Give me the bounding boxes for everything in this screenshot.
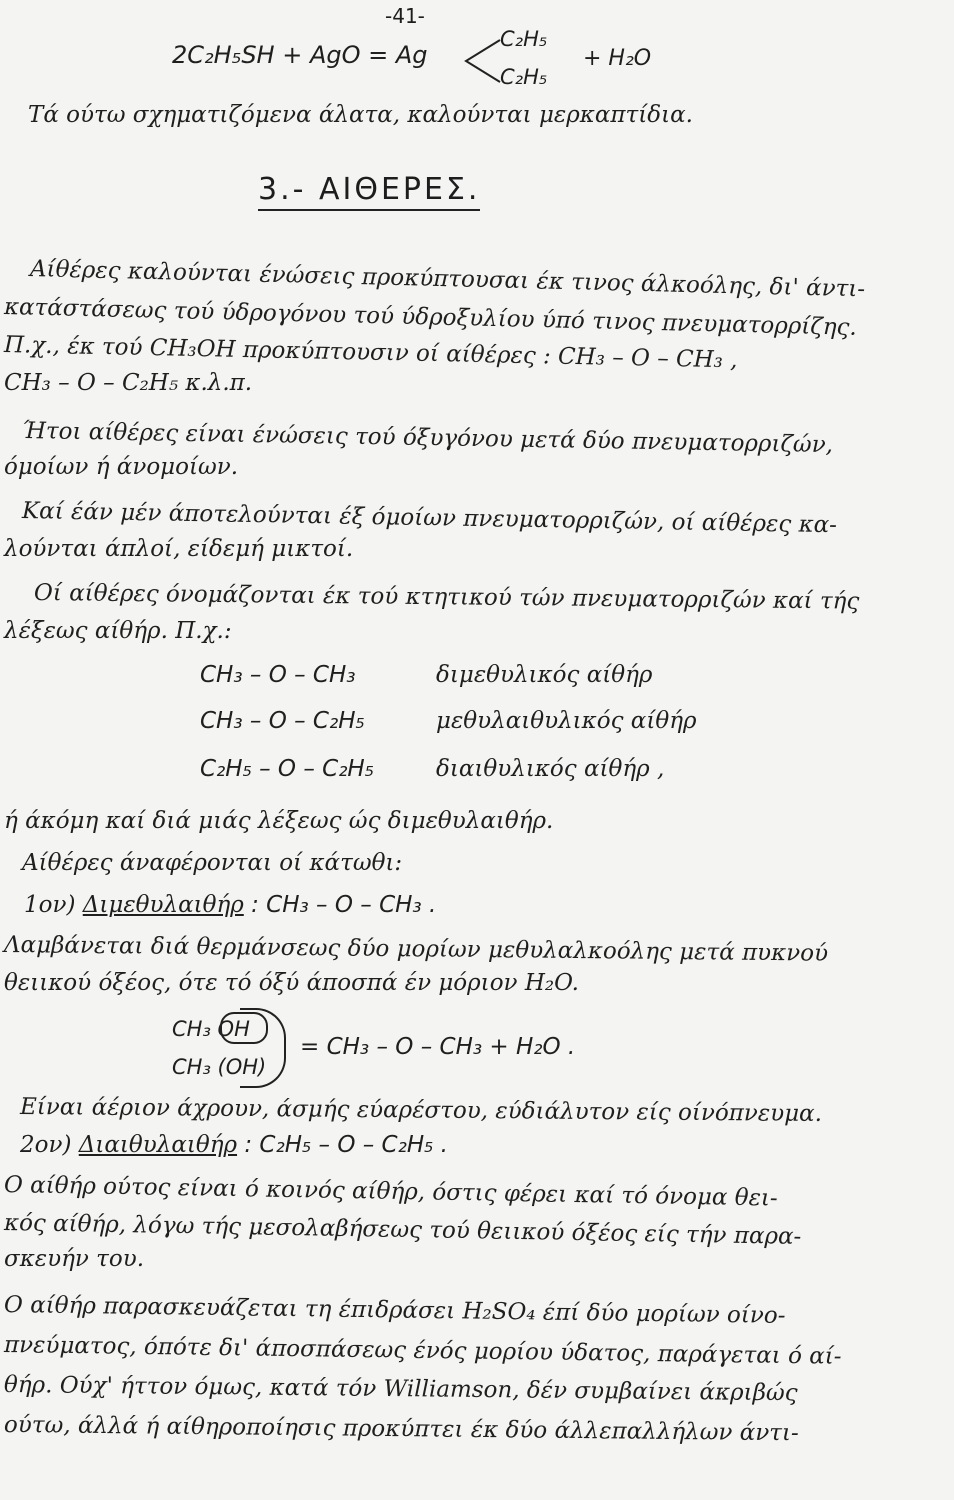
item2-line4: Ο αίθήρ παρασκευάζεται τη έπιδράσει H₂SO₄ έπί δύο μορίων οίνο- <box>3 1292 786 1329</box>
para2-line2: όμοίων ή άνομοίων. <box>4 454 239 480</box>
example-name-1: διμεθυλικός αίθήρ <box>436 662 653 688</box>
item1-title: Διμεθυλαιθήρ <box>82 892 244 918</box>
example-formula-3: C₂H₅ – O – C₂H₅ <box>200 756 374 782</box>
para1-line4: CH₃ – O – C₂H₅ κ.λ.π. <box>4 370 253 396</box>
example-name-2: μεθυλαιθυλικός αίθήρ <box>436 708 697 734</box>
equation-1-left: 2C₂H₅SH + AgO = Ag <box>172 41 428 69</box>
example-name-3: διαιθυλικός αίθήρ , <box>436 756 665 782</box>
item1-description: Είναι άέριον άχρουν, άσμής εύαρέστου, εύδιάλυτον είς οίνόπνευμα. <box>19 1094 823 1127</box>
para1-line3: Π.χ., έκ τού CH₃OH προκύπτουσιν οί αίθέρες : CH₃ – O – CH₃ , <box>3 332 738 374</box>
para5: ή άκόμη καί διά μιάς λέξεως ώς διμεθυλαιθήρ. <box>4 808 554 834</box>
item1-number: 1ον) <box>24 892 76 918</box>
item2-heading <box>20 1130 448 1160</box>
reaction-top: CH₃ OH <box>172 1017 250 1041</box>
item2-line1: Ο αίθήρ ούτος είναι ό κοινός αίθήρ, όστις φέρει καί τό όνομα θει- <box>3 1172 778 1212</box>
item1-formula: : CH₃ – O – CH₃ . <box>251 892 437 918</box>
branch-bracket <box>462 36 502 86</box>
item2-line7: ούτω, άλλά ή αίθηροποίησις προκύπτει έκ δύο άλλεπαλλήλων άντι- <box>3 1412 799 1447</box>
example-formula-2: CH₃ – O – C₂H₅ <box>200 708 365 734</box>
para3-line2: λούνται άπλοί, είδεμή μικτοί. <box>4 536 354 562</box>
item2-line3: σκευήν του. <box>4 1246 145 1272</box>
item2-number: 2ον) <box>20 1132 72 1158</box>
para6: Αίθέρες άναφέρονται οί κάτωθι: <box>22 850 403 876</box>
equation-1-branch-top: C₂H₅ <box>500 27 548 51</box>
para3-line1: Καί έάν μέν άποτελούνται έξ όμοίων πνευματορριζών, οί αίθέρες κα- <box>21 498 838 539</box>
para4-line2: λέξεως αίθήρ. Π.χ.: <box>4 618 232 644</box>
item2-line5: πνεύματος, όπότε δι' άποσπάσεως ένός μορίου ύδατος, παράγεται ό αί- <box>3 1332 842 1370</box>
mercaptides-line: Τά ούτω σχηματιζόμενα άλατα, καλούνται μερκαπτίδια. <box>28 102 693 128</box>
item2-title: Διαιθυλαιθήρ <box>78 1132 238 1158</box>
page-number: -41- <box>385 4 425 28</box>
item1-line1: Λαμβάνεται διά θερμάνσεως δύο μορίων μεθυλαλκοόλης μετά πυκνού <box>3 932 829 967</box>
example-formula-1: CH₃ – O – CH₃ <box>200 662 356 688</box>
item2-line6: θήρ. Ούχ' ήττον όμως, κατά τόν Williamson, δέν συμβαίνει άκριβώς <box>3 1372 798 1407</box>
para2-line1: Ήτοι αίθέρες είναι ένώσεις τού όξυγόνου μετά δύο πνευματορριζών, <box>21 418 834 459</box>
reaction-brace <box>240 1008 286 1088</box>
section-title: 3.- ΑΙΘΕΡΕΣ. <box>258 172 480 207</box>
item2-formula: : C₂H₅ – O – C₂H₅ . <box>244 1132 448 1158</box>
para4-line1: Οί αίθέρες όνομάζονται έκ τού κτητικού τών πνευματορριζών καί τής <box>33 580 860 615</box>
item1-heading <box>24 890 436 920</box>
item1-line2: θειικού όξέος, ότε τό όξύ άποσπά έν μόριον H₂O. <box>4 970 579 996</box>
equation-1-branch-bottom: C₂H₅ <box>500 65 548 89</box>
item2-line2: κός αίθήρ, λόγω τής μεσολαβήσεως τού θειικού όξέος είς τήν παρα- <box>3 1210 802 1250</box>
reaction-result: = CH₃ – O – CH₃ + H₂O . <box>300 1034 576 1060</box>
reaction-bottom: CH₃ (OH) <box>172 1055 267 1079</box>
para1-line2: κατάστάσεως τού ύδρογόνου τού ύδροξυλίου ύπό τινος πνευματορρίζης. <box>3 294 858 341</box>
para1-line1: Αίθέρες καλούνται ένώσεις προκύπτουσαι έκ τινος άλκοόλης, δι' άντι- <box>29 256 866 303</box>
equation-1-right: + H₂O <box>583 46 652 71</box>
